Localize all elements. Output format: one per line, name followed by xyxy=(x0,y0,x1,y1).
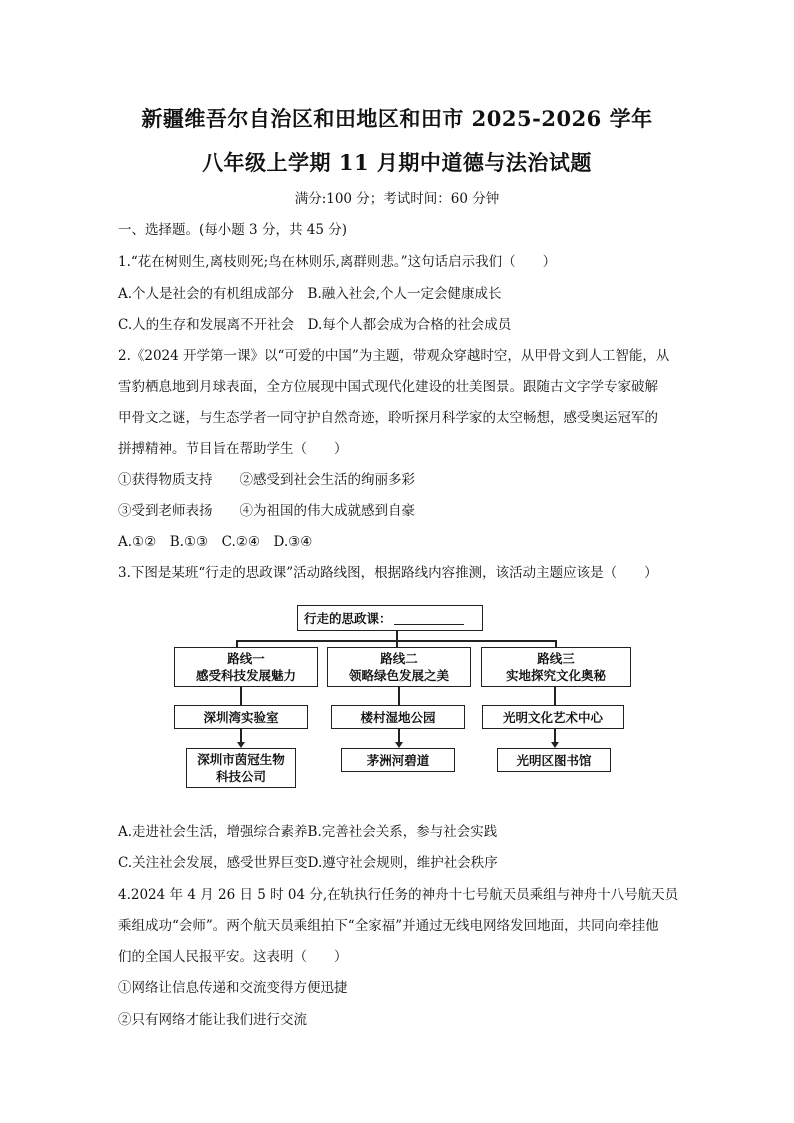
section-heading: 一、选择题。(每小题 3 分，共 45 分) xyxy=(118,222,347,238)
exam-subtitle: 满分:100 分；考试时间：60 分钟 xyxy=(294,191,500,207)
route2-name: 路线二 xyxy=(380,651,418,666)
question-1-options-cd: C.人的生存和发展离不开社会 D.每个人都会成为合格的社会成员 xyxy=(118,317,512,333)
route2-stop2: 茅洲河碧道 xyxy=(366,752,430,768)
question-4-line2: 乘组成功“会师”。两个航天员乘组拍下“全家福”并通过无线电网络发回地面，共同向牵挂他 xyxy=(118,918,659,934)
route1-stop2-line2: 科技公司 xyxy=(215,769,266,784)
question-2-items-12: ①获得物质支持 ②感受到社会生活的绚丽多彩 xyxy=(118,472,415,488)
arrow-line xyxy=(398,729,400,743)
question-2-line3: 甲骨文之谜，与生态学者一同守护自然奇迹，聆听探月科学家的太空畅想，感受奥运冠军的 xyxy=(118,410,658,426)
route1-stop2-line1: 深圳市茵冠生物 xyxy=(197,752,285,767)
route3-theme: 实地探究文化奥秘 xyxy=(505,668,606,683)
route1-name: 路线一 xyxy=(227,651,265,666)
question-4-line1: 4.2024 年 4 月 26 日 5 时 04 分,在轨执行任务的神舟十七号航天员乘组与神舟十八号航天员 xyxy=(118,887,679,903)
question-1-stem: 1.“花在树则生,离枝则死;鸟在林则乐,离群则悲。”这句话启示我们（ ） xyxy=(118,254,557,270)
route3-box xyxy=(481,647,631,687)
question-2-line2: 雪豹栖息地到月球表面，全方位展现中国式现代化建设的壮美图景。跟随古文字学专家破解 xyxy=(118,379,658,395)
route3-stop2: 光明区图书馆 xyxy=(516,752,592,768)
exam-title-line1: 新疆维吾尔自治区和田地区和田市 2025-2026 学年 xyxy=(141,106,653,131)
arrow-line xyxy=(554,729,556,743)
route1-box xyxy=(174,647,318,687)
route3-stop1: 光明文化艺术中心 xyxy=(502,709,603,725)
route3-stop2-box xyxy=(497,748,611,772)
route2-box xyxy=(327,647,471,687)
exam-title-line2: 八年级上学期 11 月期中道德与法治试题 xyxy=(202,150,592,175)
connector-line xyxy=(554,687,556,705)
route3-name: 路线三 xyxy=(537,651,575,666)
question-4-line3: 们的全国人民报平安。这表明（ ） xyxy=(118,949,348,965)
connector-line xyxy=(398,687,400,705)
question-2-line1: 2.《2024 开学第一课》以“可爱的中国”为主题，带观众穿越时空，从甲骨文到人工智能，从 xyxy=(118,348,670,364)
route2-stop2-box xyxy=(341,748,455,772)
diagram-top-label: 行走的思政课： xyxy=(304,610,392,626)
connector-line xyxy=(240,687,242,705)
question-1-options-ab: A.个人是社会的有机组成部分 B.融入社会,个人一定会健康成长 xyxy=(118,286,502,302)
question-3-stem: 3.下图是某班“行走的思政课”活动路线图，根据路线内容推测，该活动主题应该是（ ） xyxy=(118,565,658,581)
route2-theme: 领略绿色发展之美 xyxy=(348,668,449,683)
connector-line xyxy=(396,640,398,647)
answer-blank xyxy=(394,612,464,625)
question-3-options-ab: A.走进社会生活，增强综合素养B.完善社会关系，参与社会实践 xyxy=(118,824,498,840)
route2-stop1: 楼村湿地公园 xyxy=(360,709,436,725)
route1-stop1: 深圳湾实验室 xyxy=(203,709,279,725)
arrow-line xyxy=(240,729,242,743)
question-2-options: A.①② B.①③ C.②④ D.③④ xyxy=(118,534,313,550)
connector-line xyxy=(236,640,238,647)
question-4-item1: ①网络让信息传递和交流变得方便迅捷 xyxy=(118,980,348,996)
question-3-options-cd: C.关注社会发展，感受世界巨变D.遵守社会规则，维护社会秩序 xyxy=(118,855,498,871)
route3-stop1-box xyxy=(482,705,624,729)
question-2-items-34: ③受到老师表扬 ④为祖国的伟大成就感到自豪 xyxy=(118,503,415,519)
question-2-line4: 拼搏精神。节目旨在帮助学生（ ） xyxy=(118,441,348,457)
connector-line xyxy=(555,640,557,647)
diagram-top-box xyxy=(297,605,483,631)
route1-stop1-box xyxy=(174,705,308,729)
route1-theme: 感受科技发展魅力 xyxy=(195,668,296,683)
route2-stop1-box xyxy=(331,705,465,729)
question-4-item2: ②只有网络才能让我们进行交流 xyxy=(118,1012,307,1028)
route1-stop2-box xyxy=(186,748,296,788)
